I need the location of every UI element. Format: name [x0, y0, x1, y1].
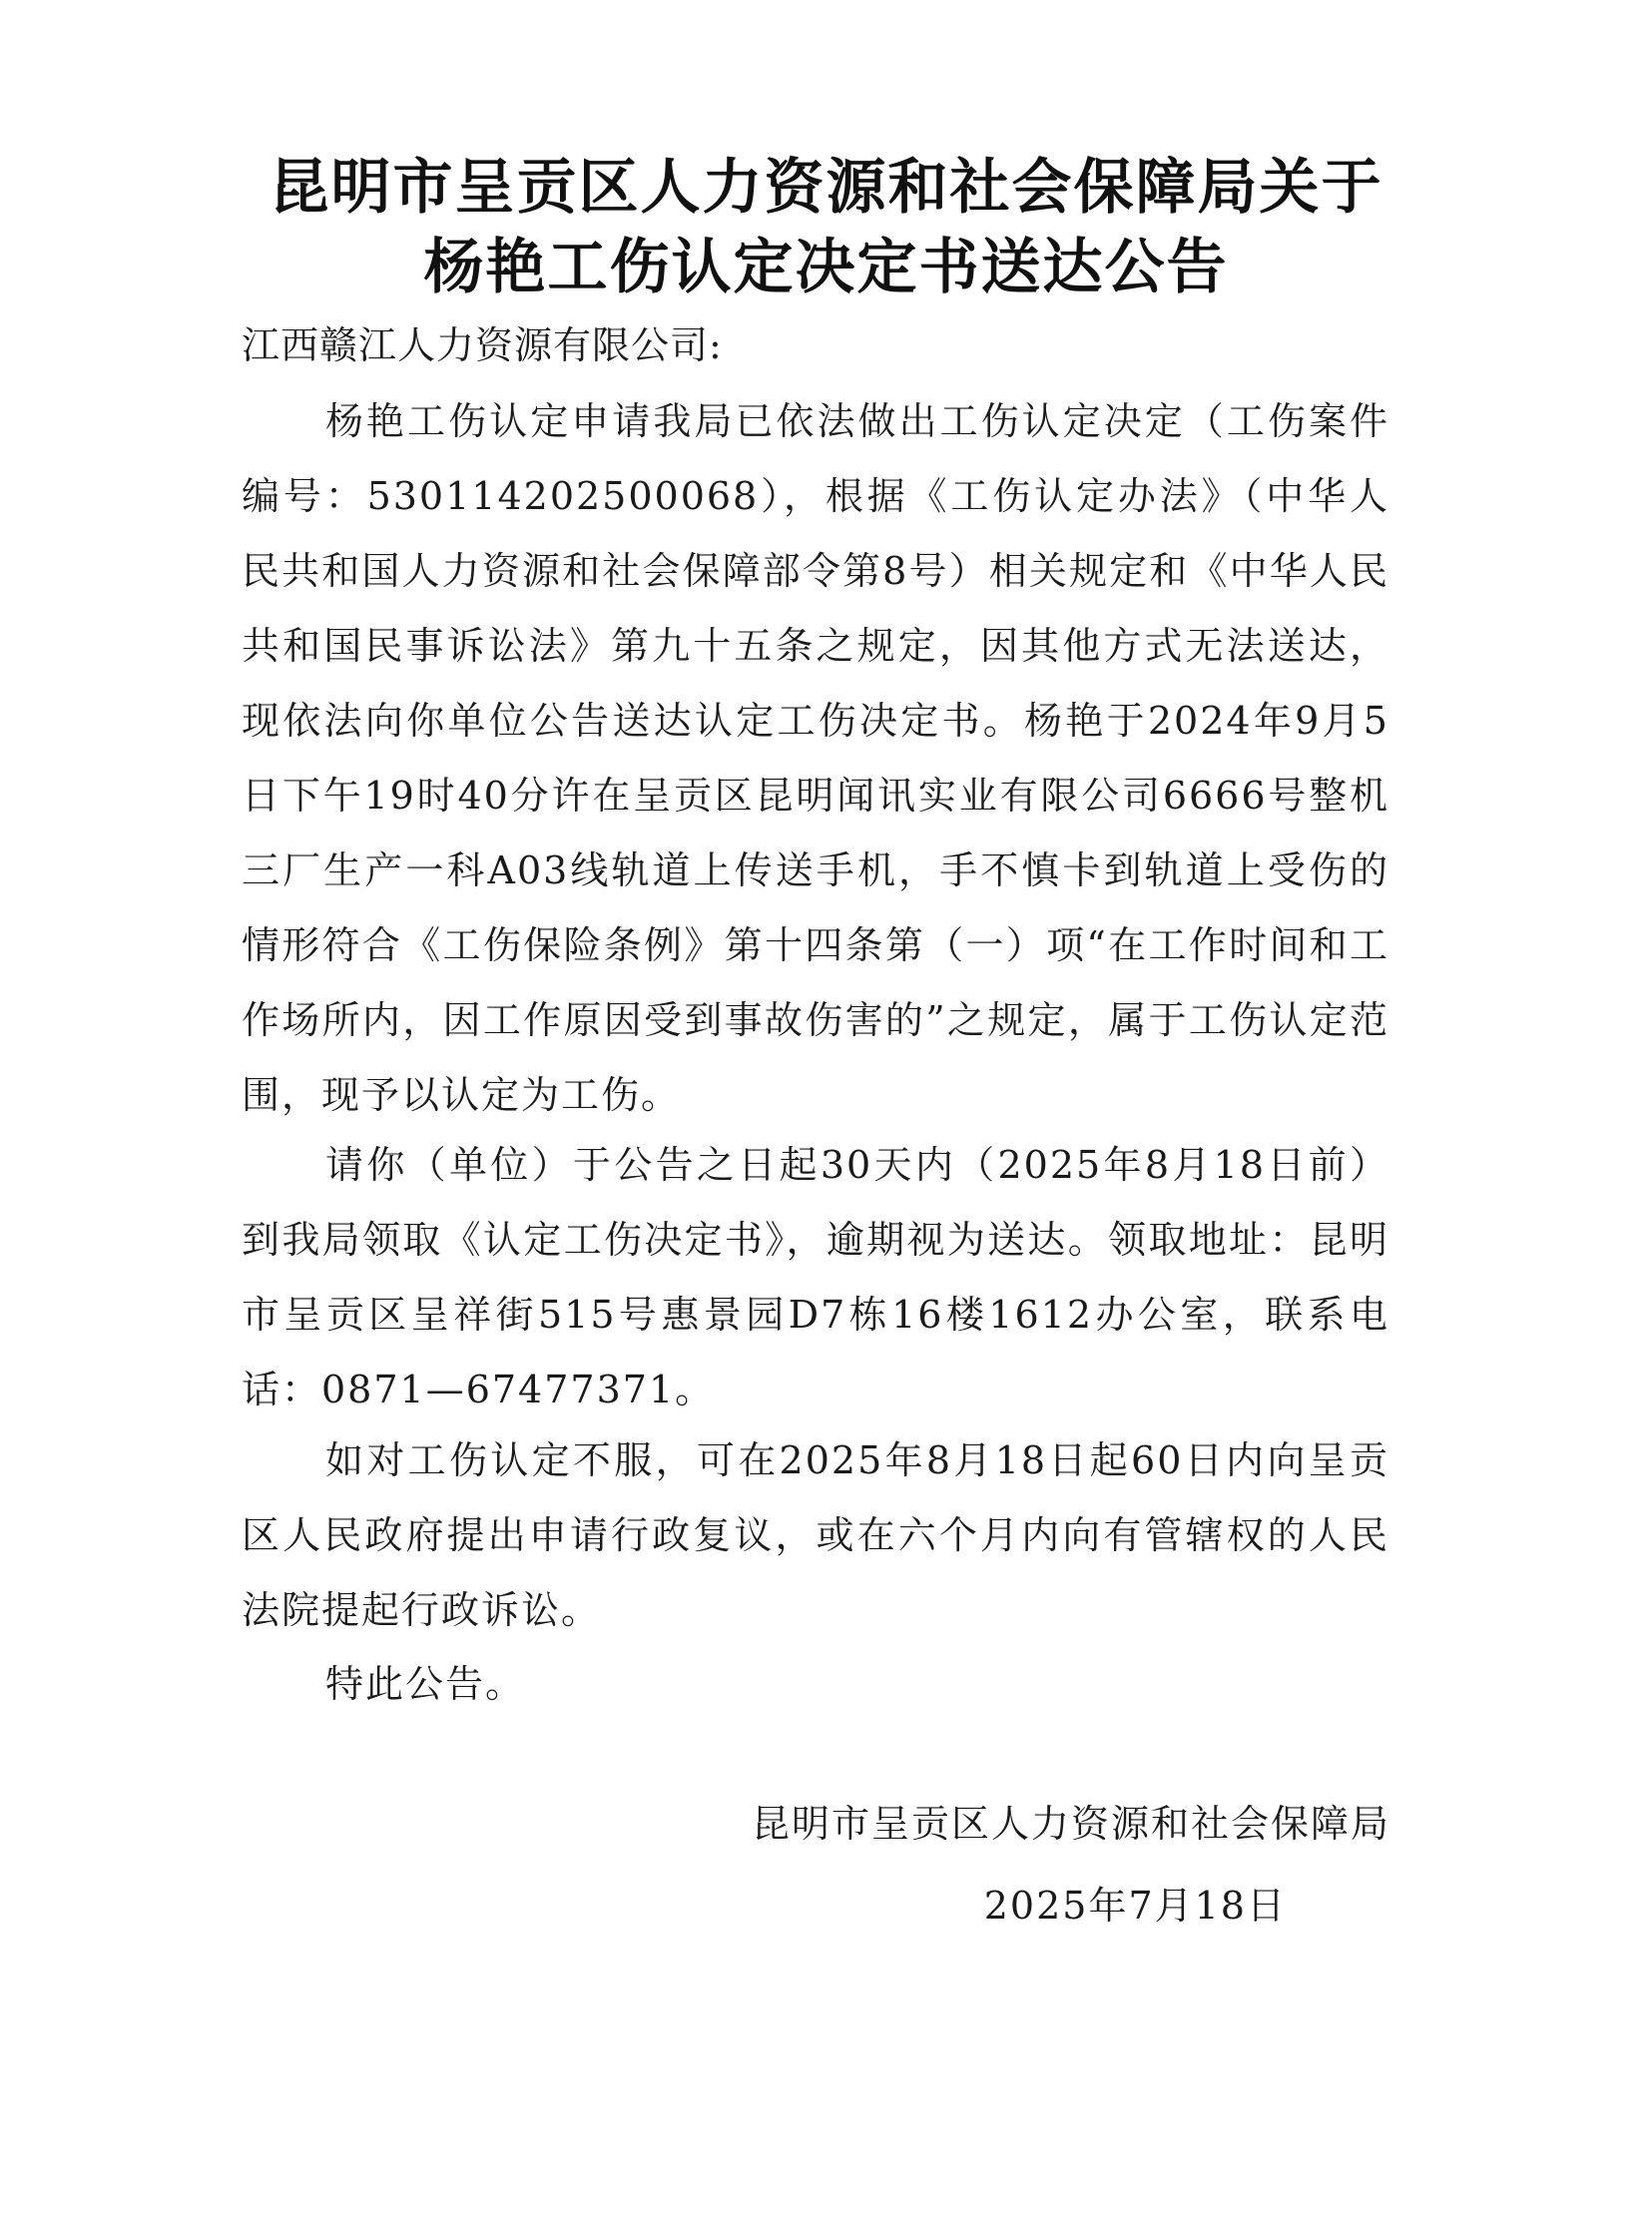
salutation: 江西赣江人力资源有限公司: [242, 323, 723, 367]
document-title-line1: 昆明市呈贡区人力资源和社会保障局关于 [269, 153, 1383, 223]
signature-date: 2025年7月18日 [983, 1884, 1287, 1928]
signature-organization: 昆明市呈贡区人力资源和社会保障局 [751, 1802, 1390, 1846]
paragraph-decision: 杨艳工伤认定申请我局已依法做出工伤认定决定（工伤案件编号：530114202500068），根据《工伤认定办法》（中华人民共和国人力资源和社会保障部令第8号）相关规定和《中华人民共和国民事诉讼法》第九十五条之规定，因其他方式无法送达，现依法向你单位公告送达认定工伤决定书。杨艳于2024年9月5日下午19时40分许在呈贡区昆明闻讯实业有限公司6666号整机三厂生产一科A03线轨道上传送手机，手不慎卡到轨道上受伤的情形符合《工伤保险条例》第十四条第（一）项“在工作时间和工作场所内，因工作原因受到事故伤害的”之规定，属于工伤认定范围，现予以认定为工伤。 [242, 399, 1389, 1117]
paragraph-closing: 特此公告。 [325, 1662, 526, 1706]
paragraph-collection-notice: 请你（单位）于公告之日起30天内（2025年8月18日前）到我局领取《认定工伤决定书》，逾期视为送达。领取地址：昆明市呈贡区呈祥街515号惠景园D7栋16楼1612办公室，联系电话：0871—67477371。 [242, 1143, 1389, 1411]
document-title-line2: 杨艳工伤认定决定书送达公告 [423, 233, 1229, 302]
paragraph-appeal-rights: 如对工伤认定不服，可在2025年8月18日起60日内向呈贡区人民政府提出申请行政复议，或在六个月内向有管辖权的人民法院提起行政诉讼。 [242, 1438, 1389, 1632]
